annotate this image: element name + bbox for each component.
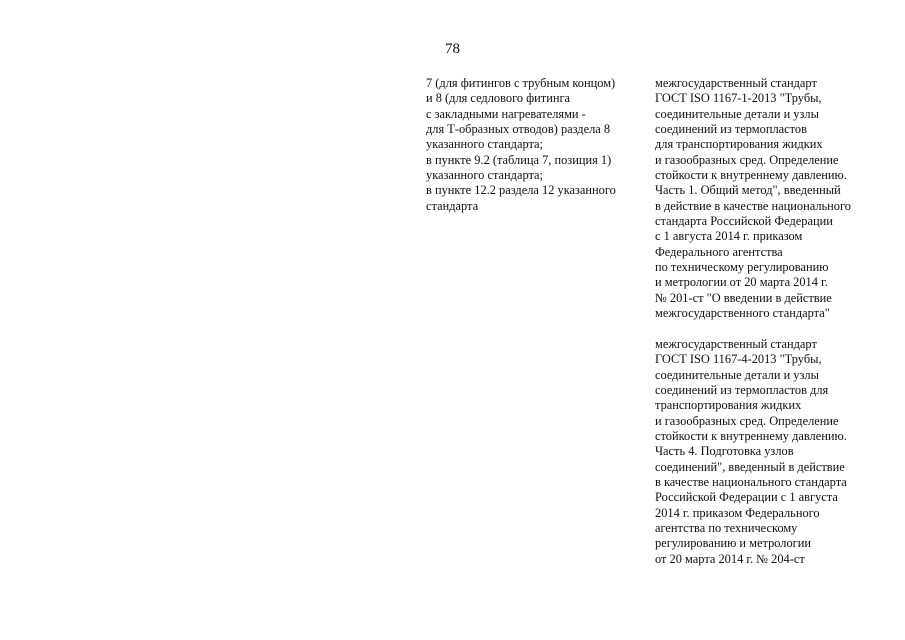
right-line: межгосударственного стандарта" bbox=[655, 306, 830, 321]
right-line: соединений", введенный в действие bbox=[655, 459, 845, 474]
left-line: с закладными нагревателями - bbox=[426, 106, 586, 121]
right-line: от 20 марта 2014 г. № 204-ст bbox=[655, 551, 805, 566]
right-line: для транспортирования жидких bbox=[655, 137, 823, 152]
right-line: по техническому регулированию bbox=[655, 260, 829, 275]
left-line: указанного стандарта; bbox=[426, 168, 543, 183]
right-line: стандарта Российской Федерации bbox=[655, 214, 833, 229]
left-line: для Т-образных отводов) раздела 8 bbox=[426, 122, 611, 137]
left-line: 7 (для фитингов с трубным концом) bbox=[426, 76, 616, 90]
right-column bbox=[655, 76, 900, 567]
page-number: 78 bbox=[445, 41, 460, 57]
right-line: и газообразных сред. Определение bbox=[655, 413, 839, 428]
right-line: Часть 4. Подготовка узлов bbox=[655, 444, 794, 459]
right-line: и метрологии от 20 марта 2014 г. bbox=[655, 275, 828, 290]
standard-entry-1167-4 bbox=[655, 337, 900, 567]
right-line: межгосударственный стандарт bbox=[655, 336, 817, 351]
right-line: соединительные детали и узлы bbox=[655, 106, 819, 121]
right-line: стойкости к внутреннему давлению. bbox=[655, 428, 847, 443]
right-line: в действие в качестве национального bbox=[655, 198, 851, 213]
left-column bbox=[426, 76, 636, 214]
right-line: Федерального агентства bbox=[655, 244, 783, 259]
right-line: соединительные детали и узлы bbox=[655, 367, 819, 382]
right-line: стойкости к внутреннему давлению. bbox=[655, 168, 847, 183]
left-line: в пункте 12.2 раздела 12 указанного bbox=[426, 183, 616, 198]
right-line: Российской Федерации с 1 августа bbox=[655, 490, 838, 505]
right-line: Часть 1. Общий метод", введенный bbox=[655, 183, 841, 198]
right-line: ГОСТ ISO 1167-4-2013 "Трубы, bbox=[655, 352, 822, 367]
left-line: в пункте 9.2 (таблица 7, позиция 1) bbox=[426, 152, 612, 167]
right-line: с 1 августа 2014 г. приказом bbox=[655, 229, 803, 244]
right-line: в качестве национального стандарта bbox=[655, 474, 847, 489]
standard-entry-1167-1 bbox=[655, 76, 900, 322]
right-line: межгосударственный стандарт bbox=[655, 76, 817, 90]
right-line: № 201-ст "О введении в действие bbox=[655, 290, 832, 305]
left-line: указанного стандарта; bbox=[426, 137, 543, 152]
left-line: и 8 (для седлового фитинга bbox=[426, 91, 571, 106]
right-line: соединений из термопластов bbox=[655, 122, 807, 137]
left-line: стандарта bbox=[426, 198, 479, 213]
right-line: транспортирования жидких bbox=[655, 398, 802, 413]
right-line: 2014 г. приказом Федерального bbox=[655, 505, 820, 520]
right-line: и газообразных сред. Определение bbox=[655, 152, 839, 167]
right-line: регулированию и метрологии bbox=[655, 536, 812, 551]
right-line: соединений из термопластов для bbox=[655, 382, 829, 397]
right-line: ГОСТ ISO 1167-1-2013 "Трубы, bbox=[655, 91, 822, 106]
right-line: агентства по техническому bbox=[655, 520, 798, 535]
